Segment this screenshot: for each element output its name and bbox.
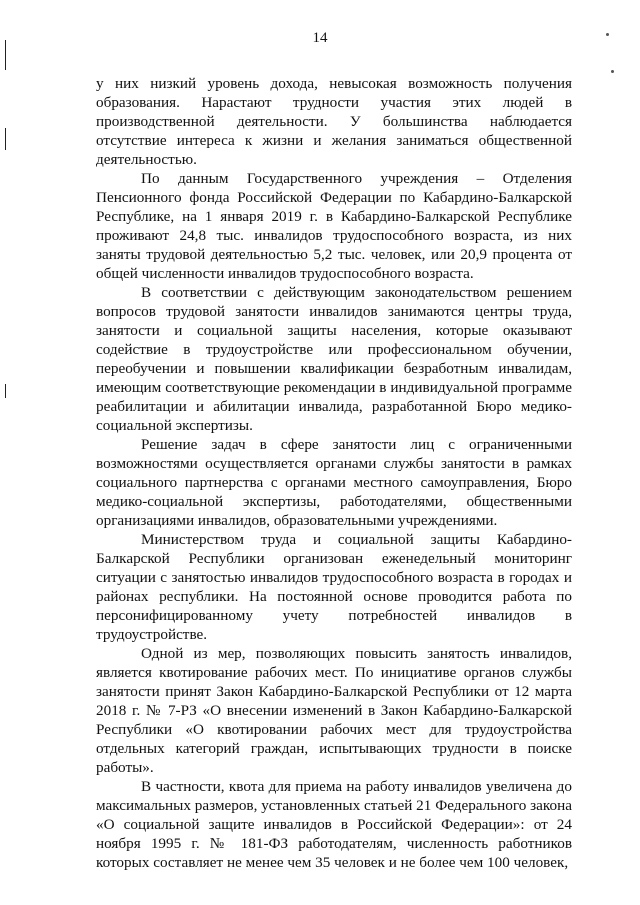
- paragraph-2: По данным Государственного учреждения – Отделения Пенсионного фонда Российской Федерации по Кабардино-Балкарской Республике, на 1 января 2019 г. в Кабардино-Балкарской Республике проживают 24,8 тыс. инвалидов трудоспособного возраста, из них заняты трудовой деятельностью 5,2 тыс. человек, или 20,9 процента от общей численности инвалидов трудоспособного возраста.: [96, 170, 572, 282]
- paragraph-5: Министерством труда и социальной защиты Кабардино-Балкарской Республики организован еженедельный мониторинг ситуации с занятостью инвалидов трудоспособного возраста в городах и районах республики. На постоянной основе проводится работа по персонифицированному учету потребностей инвалидов в трудоустройстве.: [96, 531, 572, 643]
- paragraph-6: Одной из мер, позволяющих повысить занятость инвалидов, является квотирование рабочих мест. По инициативе органов службы занятости принят Закон Кабардино-Балкарской Республики от 12 марта 2018 г. № 7-РЗ «О внесении изменений в Закон Кабардино-Балкарской Республики «О квотировании рабочих мест для трудоустройства отдельных категорий граждан, испытывающих трудности в поиске работы».: [96, 645, 572, 776]
- paragraph-7: В частности, квота для приема на работу инвалидов увеличена до максимальных размеров, установленных статьей 21 Федерального закона «О социальной защите инвалидов в Российской Федерации»: от 24 ноября 1995 г. № 181-ФЗ работодателям, численность работников которых составляет не менее чем 35 человек и не более чем 100 человек,: [96, 778, 572, 871]
- scan-mark-left-low: [5, 384, 6, 398]
- scan-dot-right: [611, 70, 614, 73]
- paragraph-4: Решение задач в сфере занятости лиц с ограниченными возможностями осуществляется органами службы занятости в рамках социального партнерства с органами местного самоуправления, Бюро медико-социальной экспертизы, работодателями, общественными организациями инвалидов, образовательными учреждениями.: [96, 436, 572, 529]
- scan-mark-left-mid: [5, 128, 6, 150]
- page-number: 14: [312, 30, 328, 46]
- scan-mark-left-top: [5, 40, 6, 70]
- document-body: [96, 74, 572, 872]
- paragraph-1: у них низкий уровень дохода, невысокая возможность получения образования. Нарастают трудности участия этих людей в производственной деятельности. У большинства наблюдается отсутствие интереса к жизни и желания заниматься общественной деятельностью.: [96, 75, 572, 168]
- paragraph-3: В соответствии с действующим законодательством решением вопросов трудовой занятости инвалидов занимаются центры труда, занятости и социальной защиты населения, которые оказывают содействие в трудоустройстве или профессиональном обучении, переобучении и повышении квалификации безработным инвалидам, имеющим соответствующие рекомендации в индивидуальной программе реабилитации и абилитации инвалида, разработанной Бюро медико-социальной экспертизы.: [96, 284, 572, 434]
- scan-dot-top-right: [606, 33, 609, 36]
